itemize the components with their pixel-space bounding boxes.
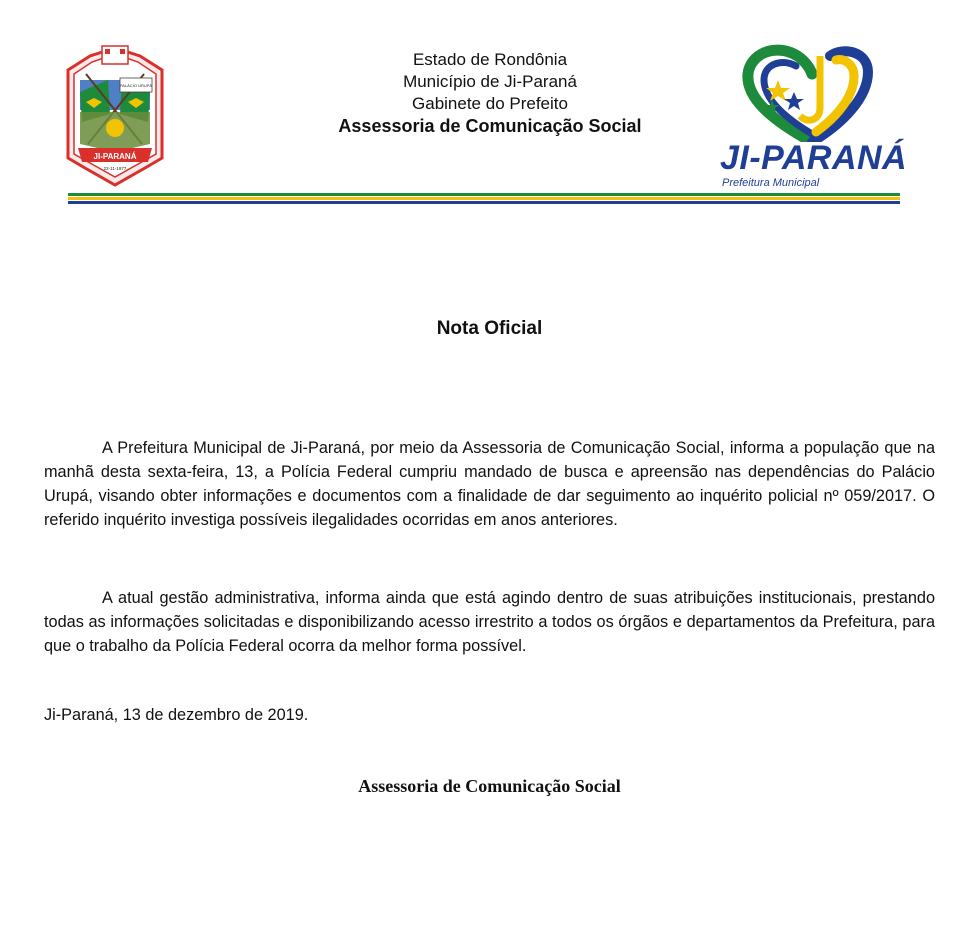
green-stripe (68, 193, 900, 196)
header-municipality: Município de Ji-Paraná (403, 72, 577, 91)
body-paragraph-1: A Prefeitura Municipal de Ji-Paraná, por meio da Assessoria de Comunicação Social, informa a população que na manhã desta sexta-feira, 13, a Polícia Federal cumpriu mandado de busca e apreensão nas dependências do Palácio Urupá, visando obter informações e documentos com a finalidade de dar seguimento ao inquérito policial nº 059/2017. O referido inquérito investiga possíveis ilegalidades ocorridas em anos anteriores. (44, 439, 935, 529)
blue-stripe (68, 201, 900, 204)
header-divider-stripes (68, 193, 900, 208)
header-state: Estado de Rondônia (412, 50, 568, 69)
document-title: Nota Oficial (436, 318, 543, 339)
yellow-stripe (68, 197, 900, 200)
logo-subtitle: Prefeitura Municipal (722, 177, 820, 189)
logo-title: JI-PARANÁ (720, 139, 908, 177)
date-line: Ji-Paraná, 13 de dezembro de 2019. (44, 706, 309, 724)
signature: Assessoria de Comunicação Social (358, 776, 621, 796)
body-paragraph-2: A atual gestão administrativa, informa ainda que está agindo dentro de suas atribuições institucionais, prestando todas as informações solicitadas e disponibilizando acesso irrestrito a todos os órgãos e departamentos da Prefeitura, para que o trabalho da Polícia Federal ocorra da melhor forma possível. (44, 589, 935, 655)
header-office: Gabinete do Prefeito (412, 94, 568, 113)
municipal-coat-of-arms-icon (60, 40, 170, 188)
crest-date-text: 22-11-1977 (103, 166, 127, 171)
crest-plaque-text: PALÁCIO URUPÁ (119, 83, 153, 88)
crest-banner-text: JI-PARANÁ (93, 152, 137, 161)
header-department: Assessoria de Comunicação Social (338, 116, 642, 136)
letterhead (250, 49, 730, 137)
